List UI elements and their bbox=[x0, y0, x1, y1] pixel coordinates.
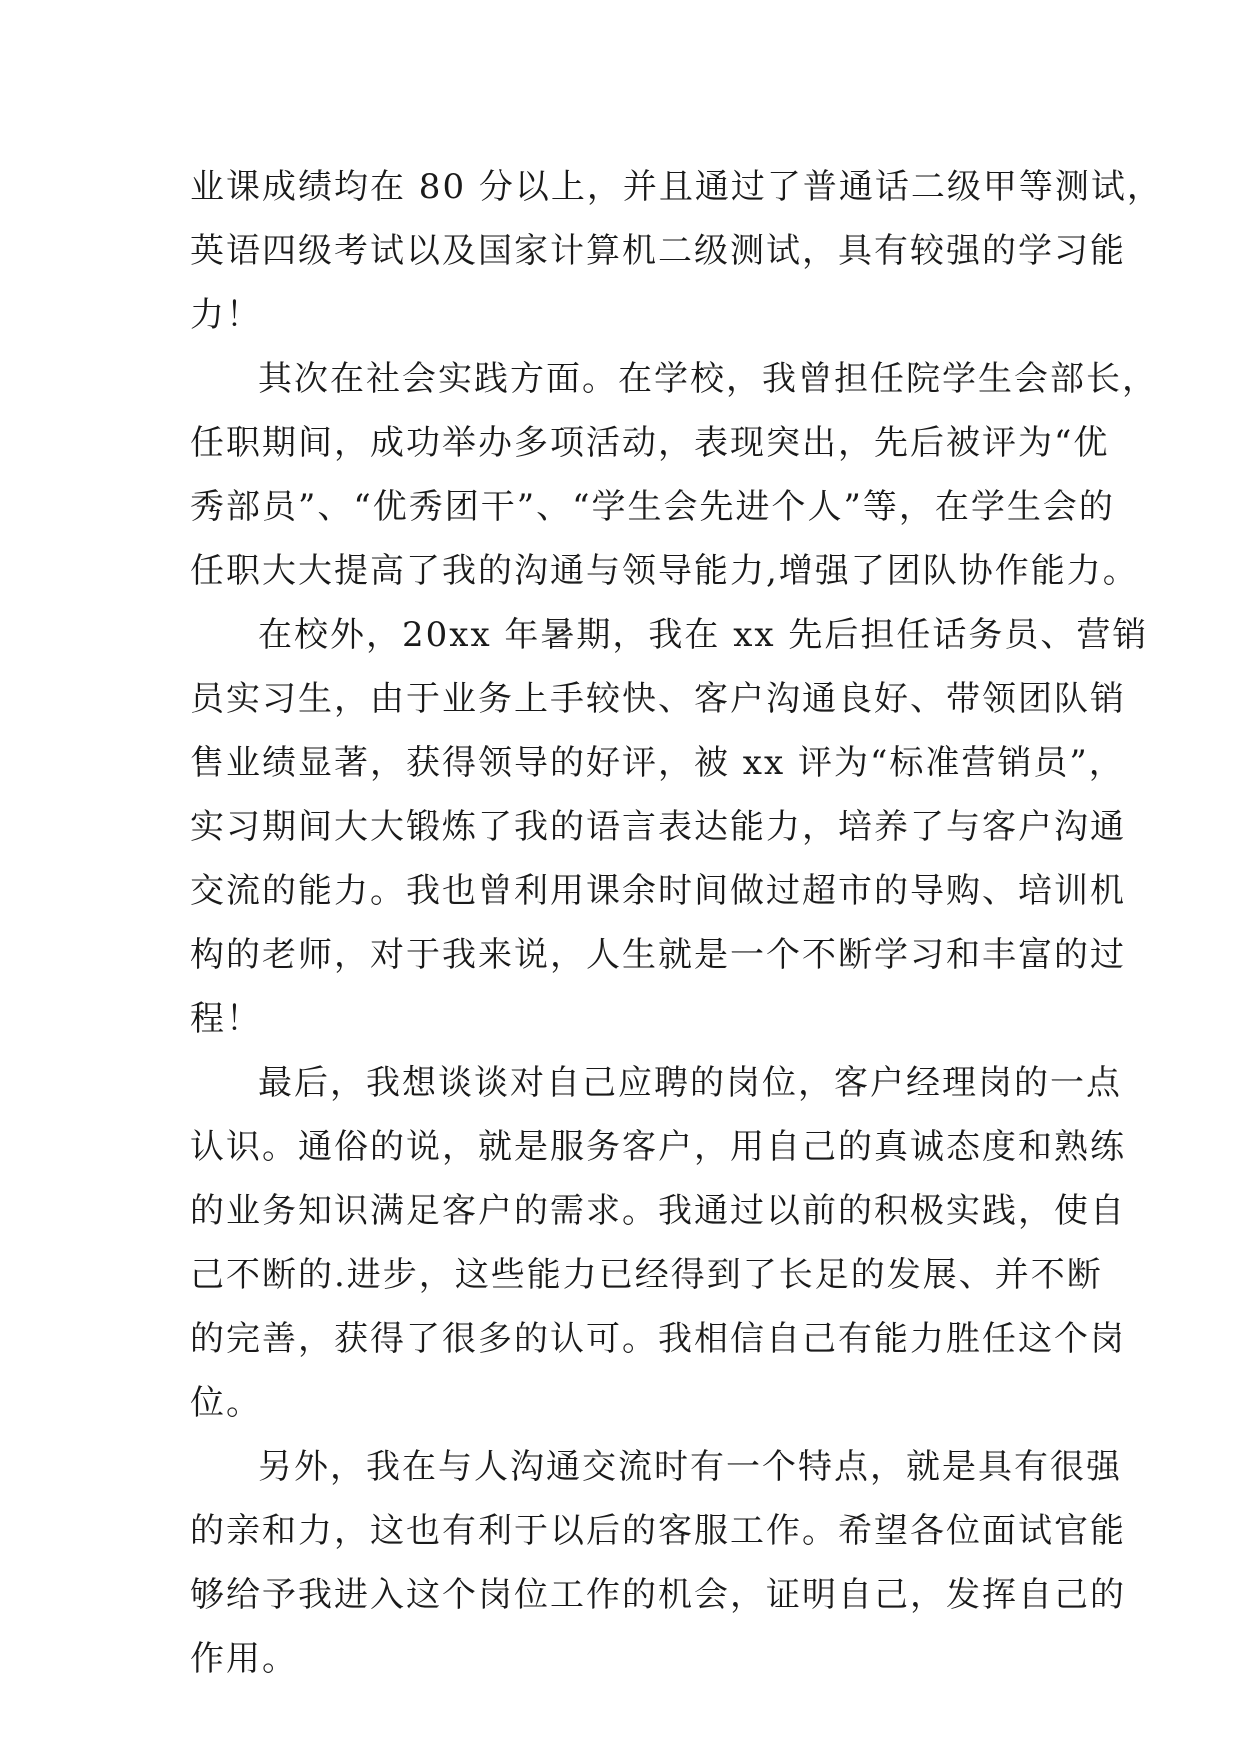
paragraph-social-practice bbox=[190, 347, 1158, 603]
paragraph-closing bbox=[190, 1435, 1126, 1691]
text-line: 任职期间，成功举办多项活动，表现突出，先后被评为“优 bbox=[190, 423, 1110, 463]
text-line: 任职大大提高了我的沟通与领导能力,增强了团队协作能力。 bbox=[190, 551, 1139, 591]
text-line: 程！ bbox=[190, 999, 262, 1039]
text-line: 实习期间大大锻炼了我的语言表达能力，培养了与客户沟通 bbox=[190, 807, 1126, 847]
text-line: 的完善，获得了很多的认可。我相信自己有能力胜任这个岗 bbox=[190, 1319, 1126, 1359]
paragraph-off-campus bbox=[190, 603, 1149, 1051]
paragraph-position-understanding bbox=[190, 1051, 1126, 1435]
text-line: 售业绩显著，获得领导的好评，被 xx 评为“标准营销员”， bbox=[190, 743, 1125, 783]
paragraph-continuation bbox=[190, 155, 1163, 347]
text-line: 力！ bbox=[190, 295, 262, 335]
text-line: 员实习生，由于业务上手较快、客户沟通良好、带领团队销 bbox=[190, 679, 1126, 719]
text-line: 作用。 bbox=[190, 1639, 298, 1679]
document-body bbox=[190, 155, 1163, 1691]
text-line: 英语四级考试以及国家计算机二级测试，具有较强的学习能 bbox=[190, 231, 1126, 271]
text-line: 的业务知识满足客户的需求。我通过以前的积极实践，使自 bbox=[190, 1191, 1126, 1231]
text-line: 构的老师，对于我来说，人生就是一个不断学习和丰富的过 bbox=[190, 935, 1126, 975]
text-line: 最后，我想谈谈对自己应聘的岗位，客户经理岗的一点 bbox=[258, 1063, 1122, 1103]
text-line: 的亲和力，这也有利于以后的客服工作。希望各位面试官能 bbox=[190, 1511, 1126, 1551]
text-line: 其次在社会实践方面。在学校，我曾担任院学生会部长， bbox=[258, 359, 1158, 399]
text-line: 交流的能力。我也曾利用课余时间做过超市的导购、培训机 bbox=[190, 871, 1126, 911]
text-line: 认识。通俗的说，就是服务客户，用自己的真诚态度和熟练 bbox=[190, 1127, 1126, 1167]
text-line: 另外，我在与人沟通交流时有一个特点，就是具有很强 bbox=[258, 1447, 1122, 1487]
text-line: 秀部员”、“优秀团干”、“学生会先进个人”等，在学生会的 bbox=[190, 487, 1115, 527]
text-line: 够给予我进入这个岗位工作的机会，证明自己，发挥自己的 bbox=[190, 1575, 1126, 1615]
text-line: 在校外，20xx 年暑期，我在 xx 先后担任话务员、营销 bbox=[258, 615, 1149, 655]
text-line: 己不断的.进步，这些能力已经得到了长足的发展、并不断 bbox=[190, 1255, 1103, 1295]
text-line: 位。 bbox=[190, 1383, 262, 1423]
text-line: 业课成绩均在 80 分以上，并且通过了普通话二级甲等测试， bbox=[190, 167, 1163, 207]
